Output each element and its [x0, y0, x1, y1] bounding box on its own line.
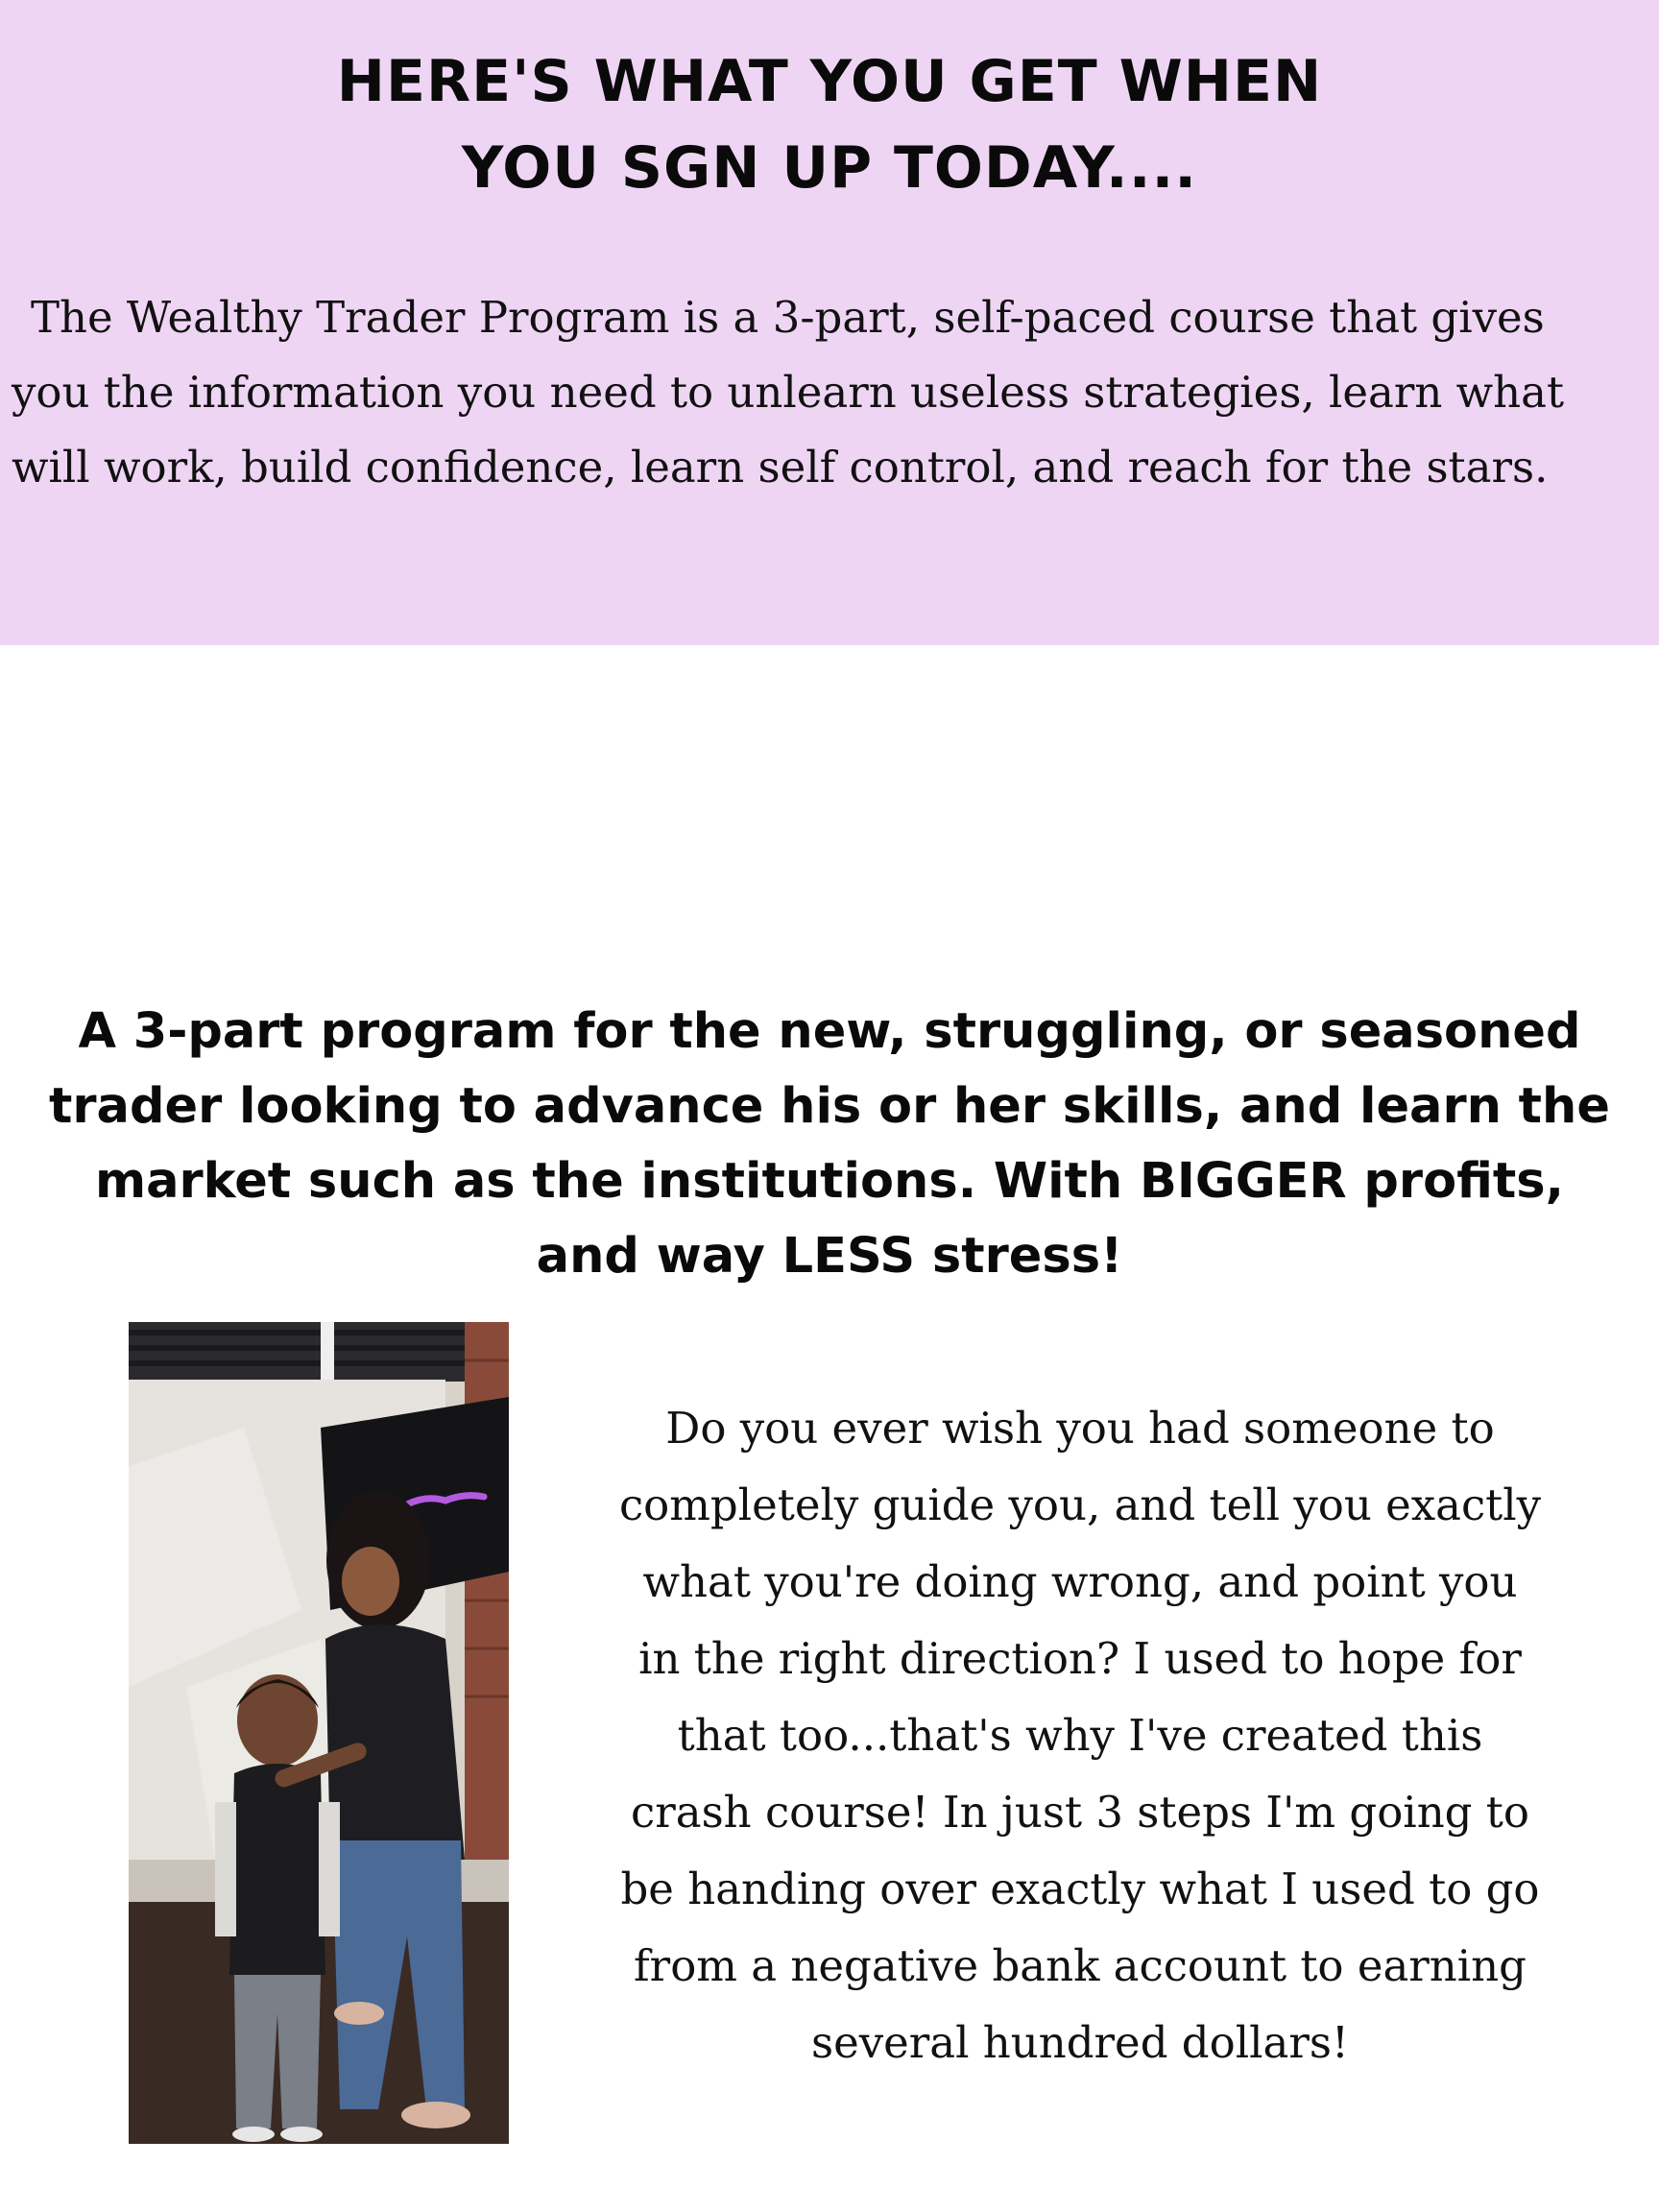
program-pitch-line: be handing over exactly what I used to go — [620, 1863, 1540, 1914]
program-pitch-line: completely guide you, and tell you exactly — [618, 1479, 1542, 1530]
program-headline-line: trader looking to advance his or her skills, and learn the — [49, 1078, 1610, 1135]
program-headline-line: A 3-part program for the new, struggling, or seasoned — [78, 1003, 1581, 1060]
program-pitch-line: crash course! In just 3 steps I'm going to — [631, 1787, 1529, 1838]
program-pitch-line: Do you ever wish you had someone to — [665, 1403, 1495, 1454]
hero-title-line: YOU SGN UP TODAY.... — [461, 134, 1198, 202]
photo-boy-head — [237, 1674, 318, 1767]
program-pitch-line: that too...that's why I've created this — [677, 1710, 1483, 1761]
program-pitch — [566, 1390, 1594, 2081]
program-headline-line: market such as the institutions. With BIGGER profits, — [94, 1153, 1565, 1210]
hero-section — [0, 0, 1659, 645]
program-headline-line: and way LESS stress! — [536, 1228, 1123, 1285]
trader-photo-illustration — [129, 1322, 509, 2144]
photo-boy-shirt — [229, 1764, 325, 1975]
program-description-line: The Wealthy Trader Program is a 3-part, self-paced course that gives — [31, 292, 1545, 343]
trader-photo — [129, 1322, 509, 2144]
program-description-line: will work, build confidence, learn self control, and reach for the stars. — [12, 442, 1549, 493]
hero-title — [0, 38, 1659, 211]
hero-title-line: HERE'S WHAT YOU GET WHEN — [336, 48, 1323, 115]
program-description-line: you the information you need to unlearn useless strategies, learn what — [12, 367, 1565, 418]
program-pitch-line: what you're doing wrong, and point you — [642, 1556, 1518, 1607]
program-description — [12, 280, 1605, 505]
program-headline — [0, 995, 1659, 1294]
photo-woman-shirt — [325, 1624, 465, 1860]
program-pitch-line: from a negative bank account to earning — [634, 1940, 1527, 1991]
program-pitch-line: several hundred dollars! — [810, 2017, 1350, 2068]
program-pitch-line: in the right direction? I used to hope for — [638, 1633, 1522, 1684]
